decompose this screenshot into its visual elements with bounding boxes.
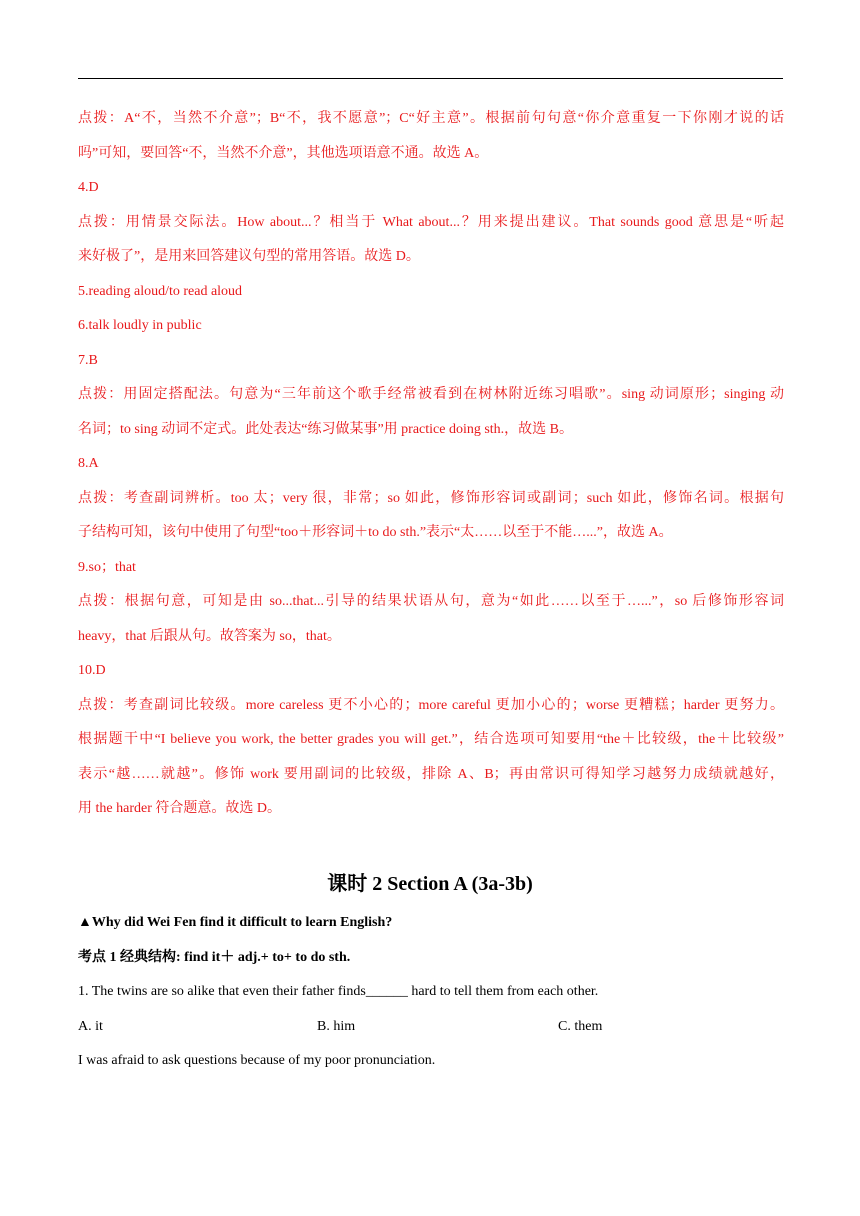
question-heading: ▲Why did Wei Fen find it difficult to learn English? — [78, 915, 393, 930]
answer-line: 5.reading aloud/to read aloud — [78, 283, 243, 299]
section-title: 课时 2 Section A (3a-3b) — [327, 873, 533, 895]
answer-line: 点拨：考查副词比较级。more careless 更不小心的；more careful 更加小心的；worse 更糟糕；harder 更努力。 — [78, 697, 784, 713]
answer-line: 点拨：考查副词辨析。too 太；very 很，非常；so 如此，修饰形容词或副词；such 如此，修饰名词。根据句 — [78, 490, 784, 506]
answer-line: 9.so；that — [78, 559, 136, 575]
answer-line: 名词；to sing 动词不定式。此处表达“练习做某事”用 practice doing sth.，故选 B。 — [78, 421, 574, 437]
question-1-options — [78, 1010, 784, 1045]
answer-line: 7.B — [78, 352, 98, 368]
answer-line: 10.D — [78, 663, 106, 678]
question-1: 1. The twins are so alike that even their father finds______ hard to tell them from each other. — [78, 984, 599, 999]
answer-line: 吗”可知，要回答“不，当然不介意”，其他选项语意不通。故选 A。 — [78, 145, 489, 161]
answer-line: 点拨：A“不，当然不介意”；B“不，我不愿意”；C“好主意”。根据前句句意“你介意重复一下你刚才说的话 — [78, 111, 784, 126]
header-rule — [78, 78, 783, 79]
answer-line: 点拨：用情景交际法。How about...？相当于 What about...？用来提出建议。That sounds good 意思是“听起 — [78, 214, 784, 230]
answer-line: 来好极了”，是用来回答建议句型的常用答语。故选 D。 — [78, 249, 420, 264]
answer-line: heavy，that 后跟从句。故答案为 so，that。 — [78, 628, 341, 644]
example-sentence: I was afraid to ask questions because of my poor pronunciation. — [78, 1053, 436, 1068]
answer-line: 用 the harder 符合题意。故选 D。 — [78, 801, 281, 816]
answer-line: 点拨：根据句意，可知是由 so...that...引导的结果状语从句，意为“如此……以至于…...”，so 后修饰形容词 — [78, 594, 784, 609]
option-c: C. them — [558, 1018, 603, 1034]
answer-line: 点拨：用固定搭配法。句意为“三年前这个歌手经常被看到在树林附近练习唱歌”。sing 动词原形；singing 动 — [78, 387, 784, 402]
answer-line: 子结构可知，该句中使用了句型“too＋形容词＋to do sth.”表示“太……以至于不能…...”，故选 A。 — [78, 525, 673, 540]
point-heading: 考点 1 经典结构: find it＋ adj.+ to+ to do sth. — [78, 949, 351, 965]
answer-line: 4.D — [78, 180, 99, 195]
exercise-section — [78, 906, 784, 1079]
answer-line: 8.A — [78, 456, 99, 471]
answer-line: 表示“越……就越”。修饰 work 要用副词的比较级，排除 A、B；再由常识可得知学习越努力成绩就越好， — [78, 766, 784, 782]
answer-line: 6.talk loudly in public — [78, 318, 202, 333]
option-b: B. him — [317, 1018, 356, 1034]
answer-line: 根据题干中“I believe you work, the better grades you will get.”，结合选项可知要用“the＋比较级，the＋比较级” — [78, 732, 784, 747]
option-a: A. it — [78, 1018, 103, 1034]
answer-explanations — [78, 102, 784, 827]
